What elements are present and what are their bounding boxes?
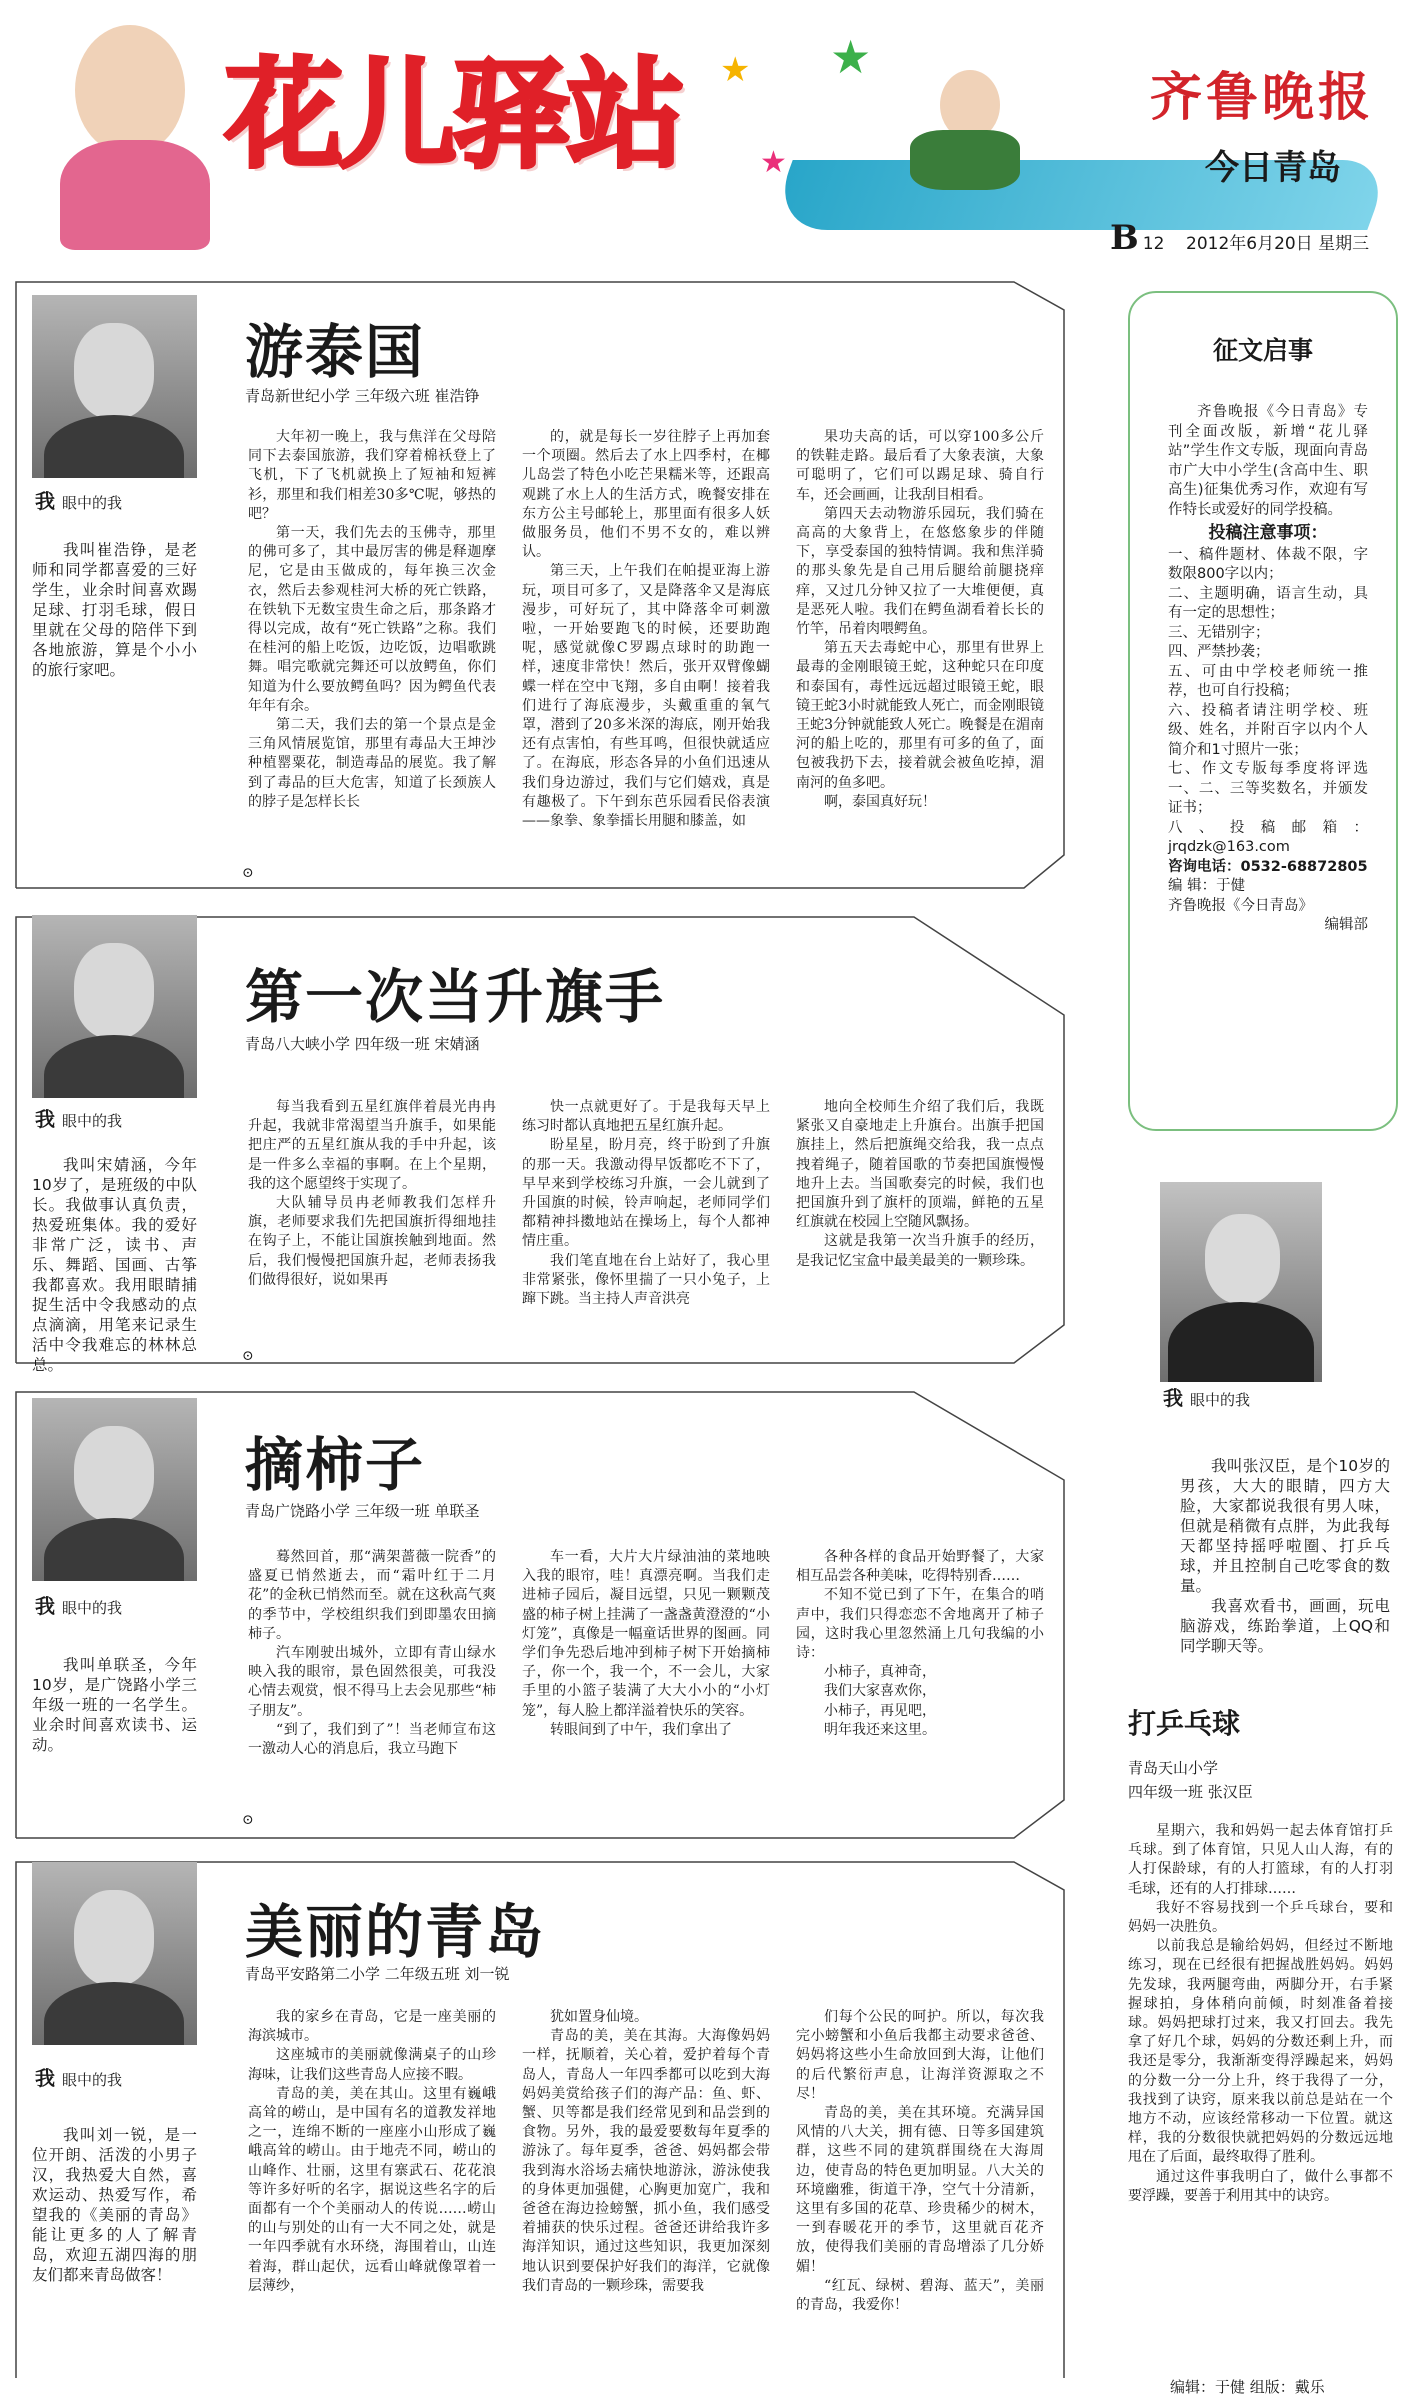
- end-mark-icon: ⊙: [242, 1812, 254, 1828]
- masthead-child-illustration-body: [60, 140, 210, 250]
- paragraph: 小柿子，真神奇，: [824, 1664, 936, 1681]
- page-editors: 编辑：于健 组版：戴乐: [1170, 2378, 1325, 2396]
- article-byline: 青岛八大峡小学 四年级一班 宋婧涵: [245, 1035, 480, 1053]
- end-mark-icon: ⊙: [242, 1348, 254, 1364]
- paragraph: 犹如置身仙境。: [550, 2009, 648, 2025]
- article-title: 游泰国: [245, 318, 426, 386]
- newspaper-name: 齐鲁晚报: [1150, 67, 1375, 128]
- paragraph: 我的家乡在青岛，它是一座美丽的海滨城市。: [248, 2009, 496, 2045]
- paragraph: 青岛的美，美在其山。这里有巍峨高耸的崂山，是中国有名的道教发祥地之一，连绵不断的一座座小山形成了巍峨高耸的崂山。由于地壳不同，崂山的山峰作、壮丽，这里有寨武石、花花浪等许多好听的名字，据说这些名字的后面都有一个个美丽动人的传说……崂山的山与别处的山有一大不同之处，就是一年四季就有水环绕，海围着山，山连着海，群山起伏，远看山峰就像罩着一层薄纱，: [248, 2085, 496, 2294]
- notice-dept2: 编辑部: [1324, 917, 1368, 933]
- end-mark-icon: ⊙: [242, 865, 254, 881]
- paragraph: 八、投稿邮箱：jrqdzk@163.com: [1168, 819, 1368, 855]
- author-bio: 我叫崔浩铮，是老师和同学都喜爱的三好学生，业余时间喜欢踢足球、打羽毛球，假日里就在父母的陪伴下到各地旅游，算是个小小的旅行家吧。: [32, 541, 197, 679]
- article-title: 第一次当升旗手: [245, 963, 666, 1031]
- article-column: [248, 2008, 496, 2393]
- paragraph: 第四天去动物游乐园玩，我们骑在高高的大象背上，在悠悠象步的伴随下，享受泰国的独特情调。我和焦洋骑的那头象先是自己用后腿给前腿挠痒痒，又过几分钟又拉了一大堆便便，真是恶死人啦。我们在鳄鱼湖看着长长的竹竿，吊着肉喂鳄鱼。: [796, 505, 1044, 638]
- paragraph: 汽车刚驶出城外，立即有青山绿水映入我的眼帘，景色固然很美，可我没心情去观赏，恨不得马上去会见那些“柿子朋友”。: [248, 1645, 496, 1719]
- article-body: [1128, 1822, 1393, 2322]
- paragraph: 通过这件事我明白了，做什么事都不要浮躁，要善于利用其中的诀窍。: [1128, 2168, 1393, 2204]
- paragraph: 盼星星，盼月亮，终于盼到了升旗的那一天。我激动得早饭都吃不下了，早早来到学校练习升旗，一会儿就到了升国旗的时候，铃声响起，老师同学们都精神抖擞地站在操场上，每个人都神情庄重。: [522, 1137, 770, 1250]
- paragraph: 我好不容易找到一个乒乓球台，要和妈妈一决胜负。: [1128, 1899, 1393, 1936]
- paragraph: 大年初一晚上，我与焦洋在父母陪同下去泰国旅游，我们穿着棉袄登上了飞机，下了飞机就换上了短袖和短裤衫，那里和我们相差30多℃呢，够热的吧？: [248, 429, 496, 522]
- author-photo: [32, 1398, 197, 1581]
- author-bio: 我叫刘一锐，是一位开朗、活泼的小男子汉，我热爱大自然，喜欢运动、热爱写作，希望我的《美丽的青岛》能让更多的人了解青岛，欢迎五湖四海的朋友们都来青岛做客！: [32, 2126, 197, 2284]
- article-title: 打乒乓球: [1128, 1707, 1241, 1740]
- page-number: 12: [1142, 234, 1165, 254]
- paragraph: 啊，泰国真好玩！: [824, 793, 936, 810]
- paragraph: 车一看，大片大片绿油油的菜地映入我的眼帘，哇！真漂亮啊。当我们走进柿子园后，凝目远望，只见一颗颗茂盛的柿子树上挂满了一盏盏黄澄澄的“小灯笼”，真像是一幅童话世界的图画。同学们争先恐后地冲到柿子树下开始摘柿子，你一个，我一个，不一会儿，大家手里的小篮子装满了大大小小的“小灯笼”，每人脸上都洋溢着快乐的笑容。: [522, 1549, 770, 1719]
- article-column: [796, 1098, 1044, 1348]
- paragraph: 这座城市的美丽就像满桌子的山珍海味，让我们这些青岛人应接不暇。: [248, 2047, 496, 2083]
- article-byline: 青岛新世纪小学 三年级六班 崔浩铮: [245, 387, 480, 405]
- article-byline: [1128, 1756, 1253, 1804]
- masthead-title: 花儿驿站: [225, 46, 682, 184]
- author-bio: [1180, 1456, 1390, 1656]
- paragraph: “到了，我们到了”！当老师宣布这一激动人心的消息后，我立马跑下: [248, 1721, 496, 1758]
- edition-name: 今日青岛: [1205, 148, 1341, 188]
- star-icon: ★: [720, 50, 751, 90]
- article-column: [522, 1548, 770, 1808]
- paragraph: 四、严禁抄袭；: [1168, 644, 1270, 660]
- star-icon: ★: [830, 30, 872, 84]
- paragraph: 我喜欢看书，画画，玩电脑游戏，练跆拳道，上QQ和同学聊天等。: [1180, 1597, 1390, 1655]
- paragraph: 星期六，我和妈妈一起去体育馆打乒乓球。到了体育馆，只见人山人海，有的人打保龄球，有的人打篮球，有的人打羽毛球，还有的人打排球……: [1128, 1823, 1393, 1897]
- paragraph: 小柿子，再见吧，: [824, 1702, 936, 1719]
- paragraph: 青岛的美，美在其海。大海像妈妈一样，抚顺着，关心着，爱护着每个青岛人，青岛人一年四季都可以吃到大海妈妈美赏给孩子们的海产品：鱼、虾、蟹、贝等都是我们经常见到和品尝到的食物。另外，我的最爱要数每年夏季的游泳了。每年夏季，爸爸、妈妈都会带我到海水浴场去痛快地游泳，游泳使我的身体更加强健，心胸更加宽广，我和爸爸在海边捡螃蟹，抓小鱼，我们感受着捕获的快乐过程。爸爸还讲给我许多海洋知识，通过这些知识，我更加深刻地认识到要保护好我们的海洋，它就像我们青岛的一颗珍珠，需要我: [522, 2028, 770, 2294]
- paragraph: 六、投稿者请注明学校、班级、姓名，并附百字以内个人简介和1寸照片一张；: [1168, 702, 1368, 758]
- article-column: [248, 1548, 496, 1808]
- paragraph: 明年我还来这里。: [824, 1721, 936, 1738]
- paragraph: 七、作文专版每季度将评选一、二、三等奖数名，并颁发证书；: [1168, 761, 1368, 816]
- paragraph: 一、稿件题材、体裁不限，字数限800字以内；: [1168, 546, 1368, 582]
- paragraph: 我们笔直地在台上站好了，我心里非常紧张，像怀里揣了一只小兔子，上蹿下跳。当主持人声音洪亮: [522, 1252, 770, 1308]
- photo-caption: 我 眼中的我: [32, 2062, 197, 2091]
- paragraph: 蓦然回首，那“满架蔷薇一院香”的盛夏已悄然逝去，而“霜叶红于二月花”的金秋已悄然而至。就在这秋高气爽的季节中，学校组织我们到即墨农田摘柿子。: [248, 1549, 496, 1642]
- article-column: [522, 428, 770, 876]
- paragraph: 第一天，我们先去的玉佛寺，那里的佛可多了，其中最厉害的佛是释迦摩尼，它是由玉做成的，每年换三次金衣，然后去参观桂河大桥的死亡铁路，在铁轨下无数宝贵生命之后，那条路才得以完成，故有“死亡铁路”之称。我们在桂河的船上吃饭，边吃饭，边唱歌跳舞。唱完歌就完舞还可以放鳄鱼，你们知道为什么要放鳄鱼吗？因为鳄鱼代表年年有余。: [248, 525, 496, 714]
- notice-editor: 编 辑：于健: [1168, 878, 1246, 894]
- notice-title: 征文启事: [1212, 336, 1313, 365]
- article-class: 四年级一班 张汉臣: [1128, 1783, 1253, 1801]
- article-column: [796, 428, 1044, 876]
- photo-caption: 我 眼中的我: [32, 1590, 197, 1619]
- issue-date: 2012年6月20日 星期三: [1186, 234, 1370, 254]
- photo-caption: 我 眼中的我: [32, 485, 197, 514]
- article-column: [522, 1098, 770, 1348]
- paragraph: 二、主题明确，语言生动，具有一定的思想性；: [1168, 585, 1368, 621]
- paragraph: 快一点就更好了。于是我每天早上练习时都认真地把五星红旗升起。: [522, 1099, 770, 1135]
- paragraph: 们每个公民的呵护。所以，每次我完小螃蟹和小鱼后我都主动要求爸爸、妈妈将这些小生命放回到大海，让他们的后代繁衍声息，让海洋资源取之不尽！: [796, 2009, 1044, 2102]
- paragraph: 果功夫高的话，可以穿100多公斤的铁鞋走路。最后看了大象表演，大象可聪明了，它们可以踢足球、骑自行车，还会画画，让我刮目相看。: [796, 429, 1044, 503]
- paragraph: 第三天，上午我们在帕提亚海上游玩，项目可多了，又是降落伞又是海底漫步，可好玩了，其中降落伞可刺激啦，一开始要跑飞的时候，还要助跑呢，感觉就像C罗踢点球时的助跑一样，速度非常快！然后，张开双臂像蝴蝶一样在空中飞翔，多自由啊！接着我们进行了海底漫步，头戴重重的氧气罩，潜到了20多米深的海底，刚开始我还有点害怕，有些耳鸣，但很快就适应了。在海底，形态各异的小鱼们迅速从我们身边游过，我们与它们嬉戏，真是有趣极了。下午到东芭乐园看民俗表演——象拳、象拳擂长用腿和膝盖，如: [522, 563, 770, 830]
- paragraph: 的，就是每长一岁往脖子上再加套一个项圈。然后去了水上四季村，在椰儿岛尝了特色小吃芒果糯米等，还跟高观跳了水上人的生活方式，晚餐安排在东方公主号邮轮上，那里面有很多人妖做服务员，他们不男不女的，难以辨认。: [522, 429, 770, 561]
- page-info: [1110, 218, 1369, 258]
- article-column: [796, 2008, 1044, 2393]
- paragraph: 五、可由中学校老师统一推荐，也可自行投稿；: [1168, 663, 1368, 699]
- article-byline: 青岛广饶路小学 三年级一班 单联圣: [245, 1502, 480, 1520]
- star-icon: ★: [760, 145, 787, 180]
- article-title: 美丽的青岛: [245, 1898, 546, 1966]
- page-letter: B: [1110, 218, 1139, 258]
- paragraph: 我叫张汉臣，是个10岁的男孩，大大的眼睛，四方大脸，大家都说我很有男人味，但就是稍微有点胖，为此我每天都坚持摇呼啦圈、打乒乓球，并且控制自己吃零食的数量。: [1180, 1457, 1390, 1595]
- paragraph: 第五天去毒蛇中心，那里有世界上最毒的金刚眼镜王蛇，这种蛇只在印度和泰国有，毒性远远超过眼镜王蛇，眼镜王蛇3小时就能致人死亡，而金刚眼镜王蛇3分钟就能致人死亡。晚餐是在湄南河的船上吃的，那里有可多的鱼了，面包被我扔下去，接着就会被鱼吃掉，湄南河的鱼多吧。: [796, 640, 1044, 791]
- notice-intro: 齐鲁晚报《今日青岛》专刊全面改版，新增“花儿驿站”学生作文专版，现面向青岛市广大中小学生(含高中生、职高生)征集优秀习作，欢迎有写作特长或爱好的同学投稿。: [1168, 404, 1368, 518]
- notice-body: [1168, 403, 1368, 936]
- paragraph: 各种各样的食品开始野餐了，大家相互品尝各种美味，吃得特别香……: [796, 1549, 1044, 1585]
- paragraph: 大队辅导员冉老师教我们怎样升旗，老师要求我们先把国旗折得细地挂在钩子上，不能让国旗挨触到地面。然后，我们慢慢把国旗升起，老师表扬我们做得很好，说如果再: [248, 1195, 496, 1288]
- masthead-child-illustration-left: [75, 25, 185, 155]
- paragraph: 不知不觉已到了下午，在集合的哨声中，我们只得恋恋不舍地离开了柿子园，这时我心里忽然涌上几句我编的小诗：: [796, 1587, 1044, 1662]
- paragraph: 转眼间到了中午，我们拿出了: [550, 1721, 732, 1738]
- article-column: [248, 428, 496, 876]
- paragraph: 以前我总是输给妈妈，但经过不断地练习，现在已经很有把握战胜妈妈。妈妈先发球，我两腿弯曲，两脚分开，右手紧握球拍，身体稍向前倾，时刻准备着接球。妈妈把球打过来，我又打回去。我先拿了好几个球，妈妈的分数还剩上升，而我还是零分，我渐渐变得浮躁起来，妈妈的分数一分一分上升，终于我得了一分，我找到了诀窍，原来我以前总是站在一个地方不动，应该经常移动一下位置。就这样，我的分数很快就把妈妈的分数远远地甩在了后面，最终取得了胜利。: [1128, 1938, 1393, 2166]
- paragraph: 我们大家喜欢你，: [824, 1683, 936, 1700]
- photo-caption: 我 眼中的我: [1160, 1382, 1250, 1411]
- notice-dept: 齐鲁晚报《今日青岛》: [1168, 897, 1313, 914]
- paragraph: 第二天，我们去的第一个景点是金三角风情展览馆，那里有毒品大王坤沙种植罂粟花，制造毒品的展览。我了解到了毒品的巨大危害，知道了长颈族人的脖子是怎样长长: [248, 717, 496, 810]
- author-photo: [1160, 1182, 1322, 1382]
- article-column: [796, 1548, 1044, 1808]
- article-title: 摘柿子: [245, 1431, 426, 1499]
- article-column: [248, 1098, 496, 1348]
- masthead-child-illustration-right-body: [910, 130, 1020, 190]
- author-photo: [32, 915, 197, 1098]
- author-bio: 我叫宋婧涵，今年10岁了，是班级的中队长。我做事认真负责，热爱班集体。我的爱好非常广泛，读书、声乐、舞蹈、国画、古筝我都喜欢。我用眼睛捕捉生活中令我感动的点点滴滴，用笔来记录生活中令我难忘的林林总总。: [32, 1156, 197, 1374]
- notice-rules-list: [1168, 546, 1368, 858]
- paragraph: “红瓦、绿树、碧海、蓝天”，美丽的青岛，我爱你！: [796, 2277, 1044, 2314]
- paragraph: 三、无错别字；: [1168, 624, 1270, 641]
- masthead: [0, 0, 1417, 268]
- article-column: [522, 2008, 770, 2393]
- article-school: 青岛天山小学: [1128, 1759, 1219, 1777]
- paragraph: 每当我看到五星红旗伴着晨光冉冉升起，我就非常渴望当升旗手，如果能把庄严的五星红旗从我的手中升起，该是一件多么幸福的事啊。在上个星期，我的这个愿望终于实现了。: [248, 1099, 496, 1192]
- notice-phone: 咨询电话：0532-68872805: [1168, 858, 1368, 875]
- author-bio: 我叫单联圣，今年10岁，是广饶路小学三年级一班的一名学生。业余时间喜欢读书、运动。: [32, 1656, 197, 1754]
- author-photo: [32, 1862, 197, 2045]
- notice-rules-title: 投稿注意事项：: [1208, 523, 1328, 543]
- paragraph: 地向全校师生介绍了我们后，我既紧张又自豪地走上升旗台。出旗手把国旗挂上，然后把旗绳交给我，我一点点拽着绳子，随着国歌的节奏把国旗慢慢地升上去。当国歌奏完的时候，我们也把国旗升到了旗杆的顶端，鲜艳的五星红旗就在校园上空随风飘扬。: [796, 1099, 1044, 1231]
- photo-caption: 我 眼中的我: [32, 1103, 197, 1132]
- call-for-submissions-box: [1128, 291, 1398, 1131]
- article-byline: 青岛平安路第二小学 二年级五班 刘一锐: [245, 1965, 510, 1983]
- author-photo: [32, 295, 197, 478]
- paragraph: 这就是我第一次当升旗手的经历，是我记忆宝盒中最美最美的一颗珍珠。: [796, 1233, 1044, 1269]
- paragraph: 青岛的美，美在其环境。充满异国风情的八大关，拥有德、日等多国建筑群，这些不同的建筑群围绕在大海周边，使青岛的特色更加明显。八大关的环境幽雅，街道干净，空气十分清新，这里有多国的花草、珍贵稀少的树木，一到春暖花开的季节，这里就百花齐放，使得我们美丽的青岛增添了几分娇媚！: [796, 2105, 1044, 2275]
